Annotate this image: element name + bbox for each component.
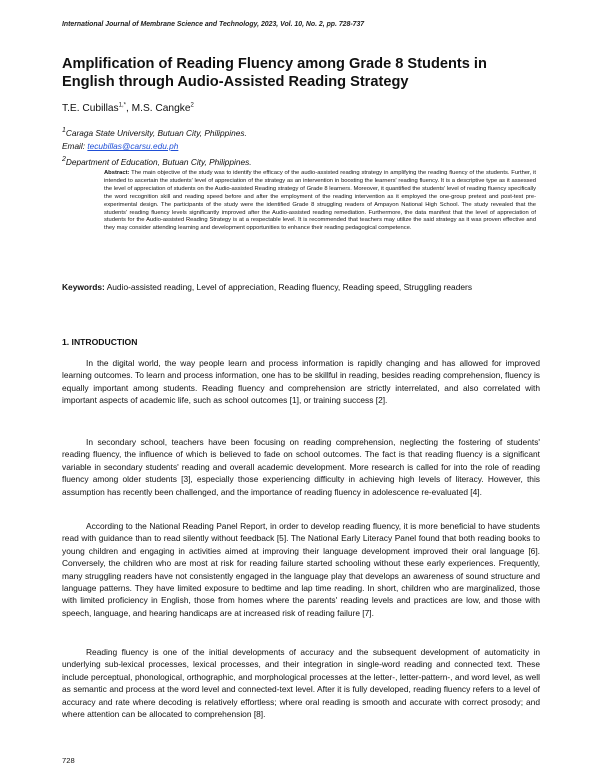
page-number: 728 xyxy=(62,756,75,765)
journal-header: International Journal of Membrane Science and Technology, 2023, Vol. 10, No. 2, pp. 728-737 xyxy=(62,21,365,28)
keywords xyxy=(62,282,542,293)
keywords-text: Audio-assisted reading, Level of appreciation, Reading fluency, Reading speed, Struggling readers xyxy=(104,282,473,292)
body-paragraph: According to the National Reading Panel Report, in order to develop reading fluency, it is more beneficial to have students read with guidance than to read silently without feedback [5]. The National Early Literacy Panel found that both reading books to young children and engaging in activities aimed at improving their language development improved their oral language [6]. Conversely, the children who are most at risk for reading failure started schooling without these early experiences. Frequently, many struggling readers have not consistently engaged in the language play that develops an awareness of sound structure and language patterns. They have limited exposure to bedtime and lap time reading. In short, children who are marginalized, those with limited proficiency in English, those from homes where the parents' reading levels and practices are low, and those with speech, language, and hearing handicaps are at increased risk of reading failure [7]. xyxy=(62,521,540,618)
body-paragraph: In the digital world, the way people learn and process information is rapidly changing and has allowed for improved learning outcomes. To learn and process information, one has to be skillful in reading, besides reading comprehension, fluency is equally important among students. Reading fluency and comprehension are strictly interrelated, and also correlated with important aspects of academic life, such as school outcomes [1], or training success [2]. xyxy=(62,358,540,406)
author-name: T.E. Cubillas xyxy=(62,103,119,114)
keywords-label: Keywords: xyxy=(62,282,105,292)
author-list xyxy=(62,103,194,114)
email-line xyxy=(62,140,252,153)
abstract xyxy=(104,170,536,233)
email-link[interactable]: tecubillas@carsu.edu.ph xyxy=(87,140,179,151)
affiliation-1: $^1$Caraga State University, Butuan City, Philippines. xyxy=(62,127,247,138)
author-marks: 2 xyxy=(190,102,194,109)
author-name: M.S. Cangke xyxy=(131,103,191,114)
abstract-label: Abstract: xyxy=(104,170,130,176)
section-heading: 1. INTRODUCTION xyxy=(62,337,138,347)
affiliation-mark: 1 xyxy=(62,127,66,134)
author-separator: , xyxy=(125,103,132,114)
email-label: Email: xyxy=(62,140,88,151)
affiliation-2: $^2$Department of Education, Butuan City, Philippines. xyxy=(62,156,252,167)
affiliations xyxy=(62,124,252,169)
body-paragraph: In secondary school, teachers have been focusing on reading comprehension, neglecting the fostering of students' reading fluency, the influence of which is believed to fade on school outcomes. The fact is that reading fluency is a significant variable in secondary students' reading and overall academic development. More research is called for into the role of reading fluency among older students [3], especially those experiencing difficulty in achieving high levels of literacy. However, this assumption has recently been challenged, and the importance of reading fluency in adolescence re-evaluated [4]. xyxy=(62,437,540,497)
abstract-text: The main objective of the study was to identify the efficacy of the audio-assisted reading strategy in amplifying the reading fluency of the students. Further, it intended to ascertain the students' level of appreciation of the strategy as an intervention in boosting the learners' reading fluency. It is a descriptive type as it assessed the level of appreciation of students on the Audio-assisted Reading strategy of Grade 8 learners. Moreover, it quantified the students' level of reading fluency specifically the word recognition skill and reading speed before and after the employment of the reading intervention as it employed the one-group pretest and post-test pre-experimental design. The participants of the study were the identified Grade 8 struggling readers of Ampayon National High School. The study revealed that the students' reading fluency levels significantly improved after the Audio-assisted reading remediation. Furthermore, the data manifest that the level of appreciation of students for the Audio-assisted Reading Strategy is at a respectable level. It is recommended that teachers may utilize the said strategy as it was proven effective and they may consider attending learning and development opportunities to enhance their reading pedagogical competence. xyxy=(104,170,536,232)
paper-title: Amplification of Reading Fluency among Grade 8 Students in English through Audio-Assisted Reading Strategy xyxy=(62,56,487,90)
body-paragraph: Reading fluency is one of the initial developments of accuracy and the subsequent development of automaticity in underlying sub-lexical processes, lexical processes, and their integration in single-word reading and connected text. These include perceptual, phonological, orthographic, and morphological processes at the letter-, letter-pattern-, and word level, as well as semantic and process at the word level and connected-text level. After it is fully developed, reading fluency refers to a level of accuracy and rate where decoding is relatively effortless; where oral reading is smooth and accurate with correct prosody; and where attention can be allocated to comprehension [8]. xyxy=(62,647,540,720)
author-marks: 1,* xyxy=(118,102,126,109)
affiliation-mark: 2 xyxy=(62,156,66,164)
